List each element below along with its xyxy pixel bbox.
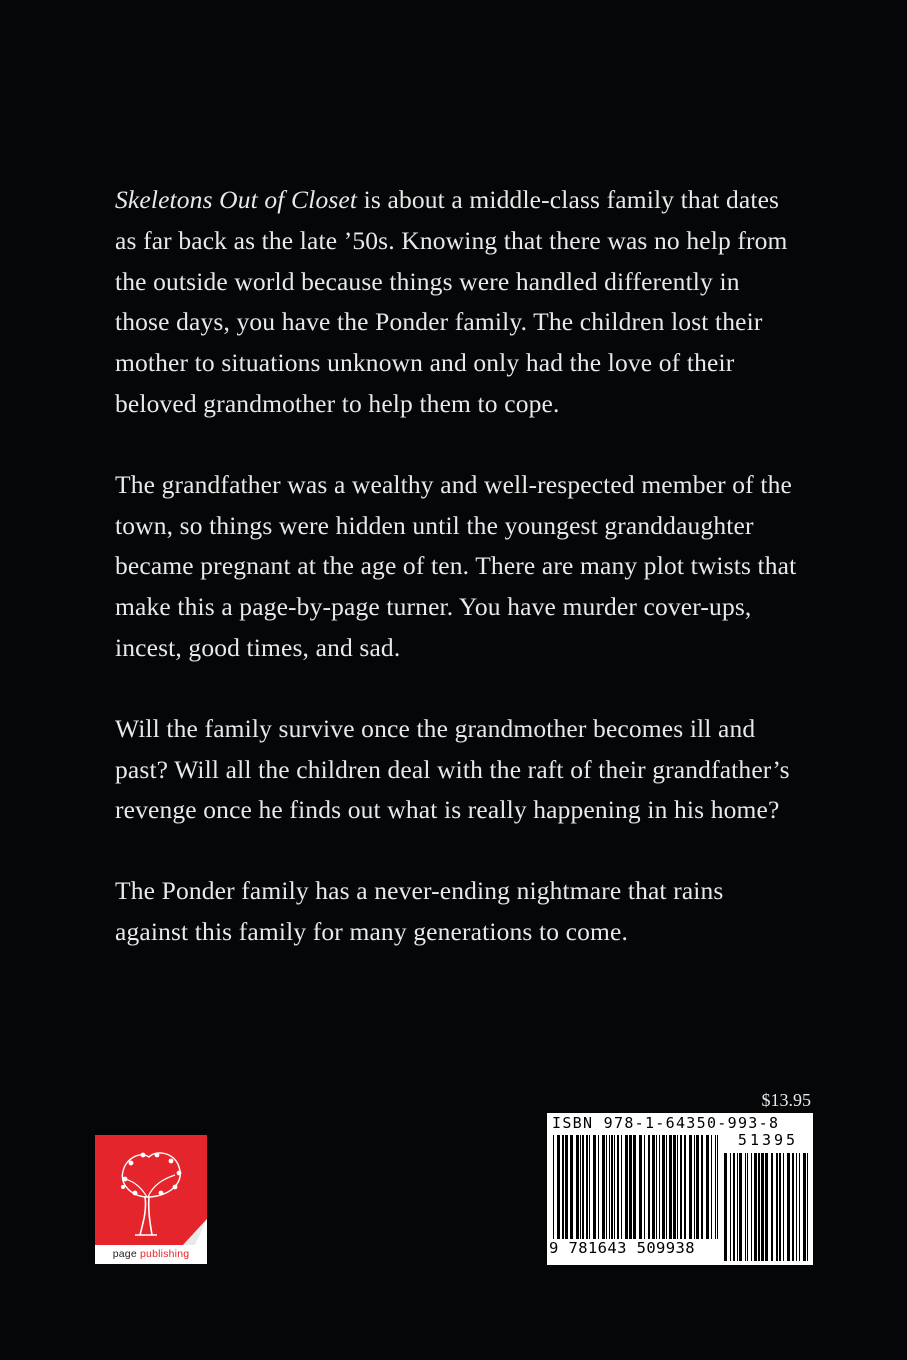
price-addon-digits: 51395 — [737, 1131, 799, 1149]
isbn-barcode — [547, 1113, 813, 1265]
blurb-paragraph-3: Will the family survive once the grandmother becomes ill and past? Will all the children deal with the raft of their grandfather’s revenge once he finds out what is really happening in his home? — [115, 713, 790, 825]
ean-barcode-bars — [553, 1135, 721, 1247]
blurb-paragraph-1-text: is about a middle-class family that dates as far back as the late ’50s. Knowing that there was no help from the outside world because things were handled differently in those days, you have the Ponder family. The children lost their mother to situations unknown and only had the love of their beloved grandmother to help them to cope. — [115, 185, 788, 418]
blurb-paragraph-2: The grandfather was a wealthy and well-respected member of the town, so things were hidden until the youngest granddaughter became pregnant at the age of ten. There are many plot twists that make this a page-by-page turner. You have murder cover-ups, incest, good times, and sad. — [115, 469, 797, 662]
book-title: Skeletons Out of Closet — [115, 185, 358, 214]
blurb-paragraph-4: The Ponder family has a never-ending nightmare that rains against this family for many generations to come. — [115, 876, 724, 946]
publisher-name-publishing: publishing — [140, 1248, 190, 1260]
addon-barcode-bars — [724, 1153, 810, 1261]
publisher-logo — [95, 1135, 207, 1264]
publisher-name — [95, 1248, 207, 1260]
back-cover-blurb — [115, 180, 800, 993]
ean-digits: 9 781643 509938 — [549, 1239, 719, 1257]
publisher-name-page: page — [112, 1248, 137, 1260]
blurb-paragraph-1 — [115, 180, 800, 425]
isbn-label: ISBN 978-1-64350-993-8 — [552, 1114, 780, 1132]
price-label: $13.95 — [761, 1090, 811, 1110]
tree-icon — [95, 1135, 207, 1245]
